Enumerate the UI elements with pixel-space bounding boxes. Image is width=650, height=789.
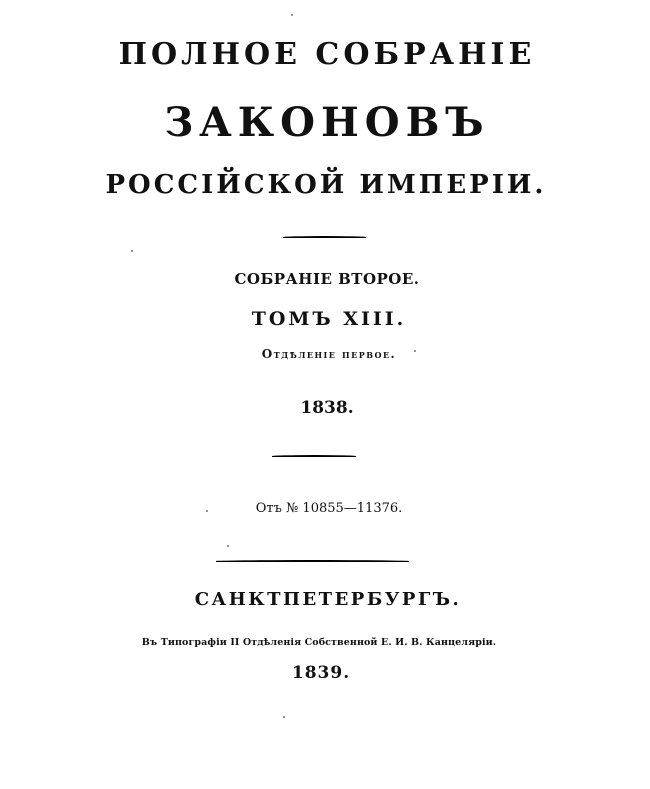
paper-speck [227,545,229,547]
paper-speck [414,350,416,352]
section-label: Отдѣленіе первое. [261,347,397,361]
title-line-2: ЗАКОНОВЪ [164,99,490,146]
imprint-printer: Въ Типографіи II Отдѣленія Собственной Е. И. В. Канцеляріи. [141,637,497,648]
title-line-3: РОССІЙСКОЙ ИМПЕРІИ. [105,170,547,200]
paper-speck [131,250,133,252]
collection-label: СОБРАНІЕ ВТОРОЕ. [234,270,420,288]
imprint-city: САНКТПЕТЕРБУРГЪ. [194,589,462,610]
imprint-year: 1839. [291,663,351,683]
paper-speck [291,14,293,16]
title-line-1: ПОЛНОЕ СОБРАНІЕ [118,37,536,72]
decorative-rule-top [283,236,366,238]
volume-label: ТОМЪ XIII. [251,308,407,330]
decorative-rule-bottom [216,560,409,562]
paper-speck [206,510,208,512]
decorative-rule-middle [272,455,356,457]
law-number-range: Отъ № 10855—11376. [255,501,403,516]
paper-speck [283,716,285,718]
volume-year: 1838. [300,398,354,418]
